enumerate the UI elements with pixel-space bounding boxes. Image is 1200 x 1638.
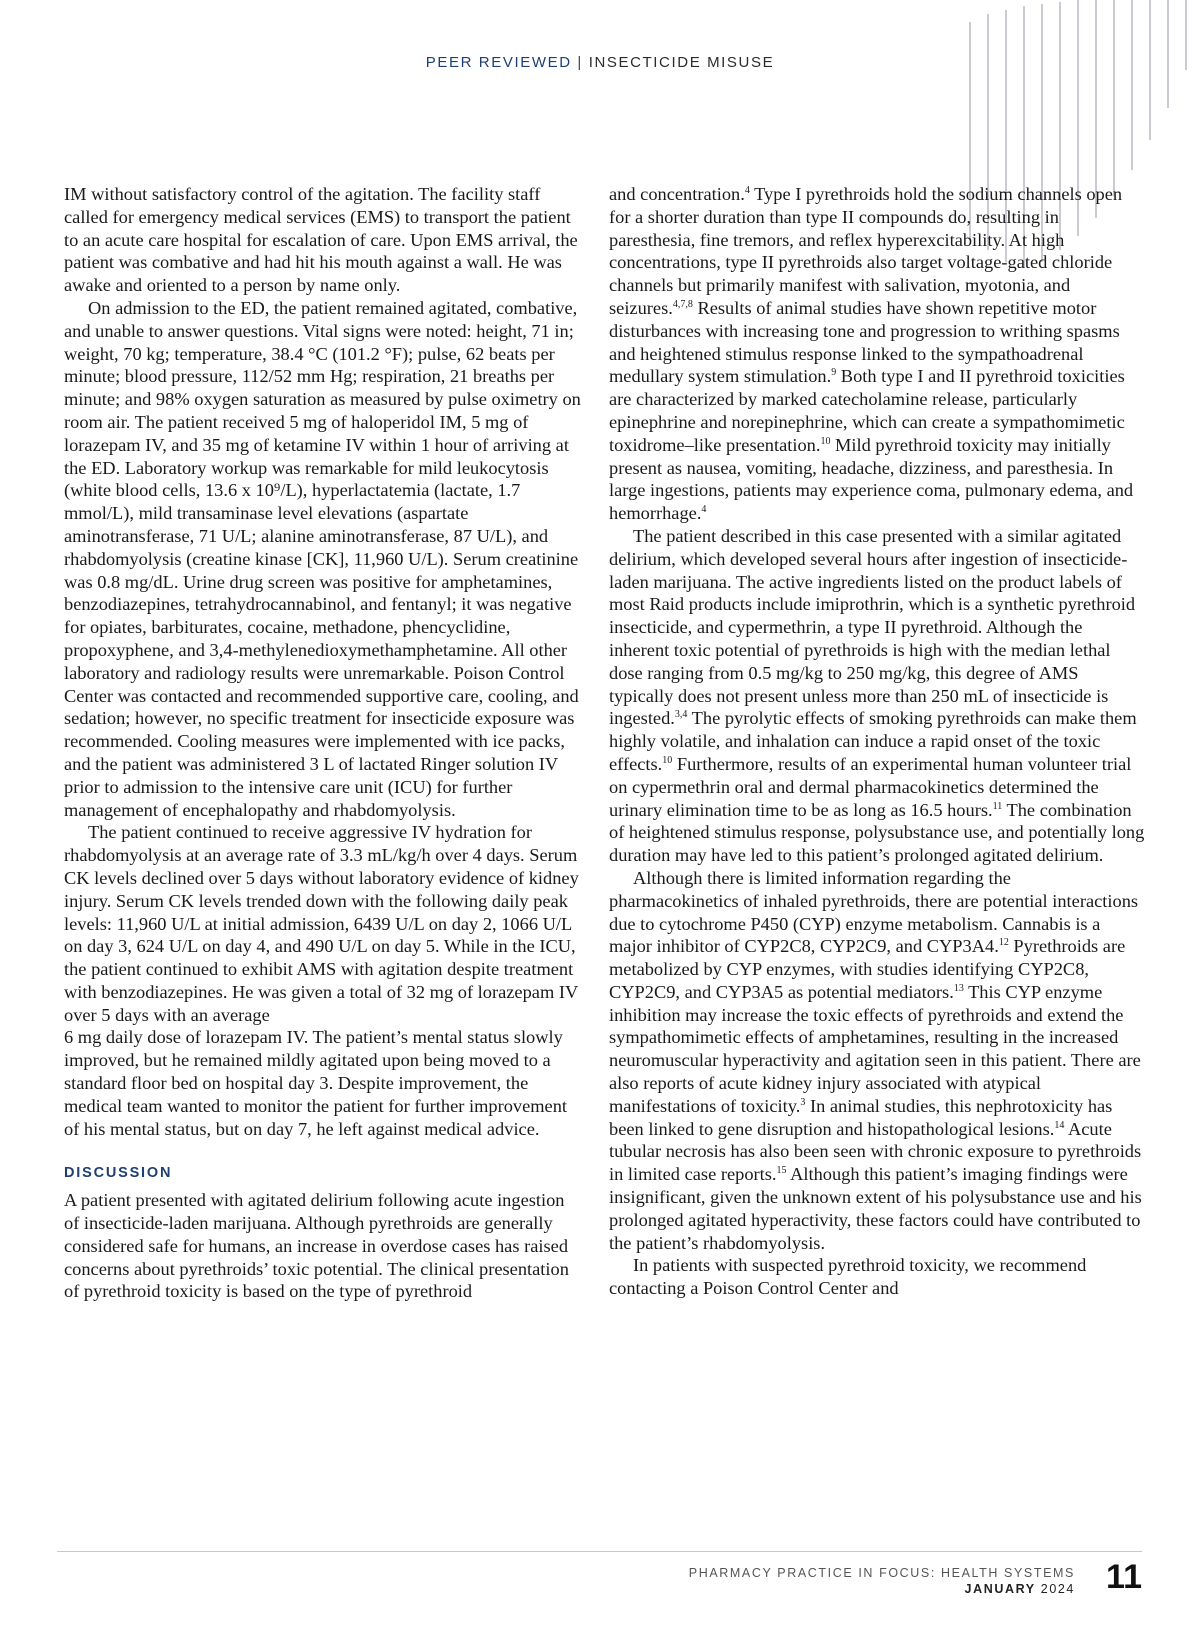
paragraph	[609, 183, 1145, 525]
citation: 14	[1054, 1119, 1065, 1131]
paragraph	[609, 525, 1145, 867]
paragraph: IM without satisfactory control of the agitation. The facility staff called for emergency medical services (EMS) to transport the patient to an acute care hospital for escalation of care. Upon EMS arrival, the patient was combative and had hit his mouth against a wall. He was awake and oriented to a person by name only.	[64, 184, 578, 296]
citation: 3,4	[674, 709, 688, 721]
text-run: Mild pyrethroid toxicity may initially present as nausea, vomiting, headache, dizziness, and paresthesia. In large ingestions, patients may experience coma, pulmonary edema, and hemorrhage.	[609, 434, 1134, 524]
citation: 12	[998, 937, 1009, 949]
text-run: and concentration.	[609, 184, 745, 204]
paragraph: In patients with suspected pyrethroid toxicity, we recommend contacting a Poison Control Center and	[609, 1255, 1087, 1299]
text-run: The pyrolytic effects of smoking pyrethroids can make them highly volatile, and inhalation can induce a rapid onset of the toxic effects.	[609, 708, 1137, 774]
journal-footer	[689, 1566, 1075, 1596]
paragraph: The patient continued to receive aggressive IV hydration for rhabdomyolysis at an average rate of 3.3 mL/kg/h over 4 days. Serum CK levels declined over 5 days without laboratory evidence of kidney injury. Serum CK levels trended down with the following daily peak levels: 11,960 U/L at initial admission, 6439 U/L on day 2, 1066 U/L on day 3, 624 U/L on day 4, and 490 U/L on day 5. While in the ICU, the patient continued to exhibit AMS with agitation despite treatment with benzodiazepines. He was given a total of 32 mg of lorazepam IV over 5 days with an average	[64, 822, 579, 1025]
paragraph	[609, 867, 1145, 1255]
text-run: This CYP enzyme inhibition may increase the toxic effects of pyrethroids and extend the sympathomimetic effects of amphetamines, resulting in the increased neuromuscular hyperactivity and agitation seen in this patient. There are also reports of acute kidney injury associated with atypical manifestations of toxicity.	[609, 981, 1141, 1116]
left-column	[64, 183, 584, 1303]
citation: 11	[992, 800, 1003, 812]
citation: 13	[953, 982, 964, 994]
citation: 4,7,8	[672, 298, 693, 310]
text-run: In animal studies, this nephrotoxicity has been linked to gene disruption and histopathological lesions.	[609, 1095, 1113, 1139]
journal-name: PHARMACY PRACTICE IN FOCUS: HEALTH SYSTEMS	[688, 1566, 1075, 1580]
citation: 10	[820, 435, 831, 447]
paragraph: 6 mg daily dose of lorazepam IV. The patient’s mental status slowly improved, but he remained mildly agitated upon being moved to a standard floor bed on hospital day 3. Despite improvement, the medical team wanted to monitor the patient for further improvement of his mental status, but on day 7, he left against medical advice.	[64, 1027, 568, 1139]
text-run: Acute tubular necrosis has also been seen with chronic exposure to pyrethroids in limited case reports.	[609, 1118, 1142, 1185]
text-run: The patient described in this case presented with a similar agitated delirium, which developed several hours after ingestion of insecticide-laden marijuana. The active ingredients listed on the product labels of most Raid products include imiprothrin, which is a synthetic pyrethroid insecticide, and cypermethrin, a type II pyrethroid. Although the inherent toxic potential of pyrethroids is high with the median lethal dose ranging from 0.5 mg/kg to 250 mg/kg, this degree of AMS typically does not present unless more than 250 mL of insecticide is ingested.	[609, 525, 1136, 729]
citation: 3	[800, 1096, 806, 1108]
topic-label: INSECTICIDE MISUSE	[588, 54, 775, 71]
text-run: Results of animal studies have shown repetitive motor disturbances with increasing tone and progression to writhing spasms and heightened stimulus response linked to the sympathoadrenal medullary system stimulation.	[609, 297, 1120, 387]
text-run: Both type I and II pyrethroid toxicities are characterized by marked catecholamine release, particularly epinephrine and norepinephrine, which can create a sympathomimetic toxidrome–like presentation.	[609, 366, 1125, 455]
text-run: Type I pyrethroids hold the sodium channels open for a shorter duration than type II compounds do, resulting in paresthesia, fine tremors, and reflex hyperexcitability. At high concentrations, type II pyrethroids also target voltage-gated chloride channels but primarily manifest with salivation, myotonia, and seizures.	[609, 184, 1123, 318]
text-run: Although there is limited information regarding the pharmacokinetics of inhaled pyrethroids, there are potential interactions due to cytochrome P450 (CYP) enzyme metabolism. Cannabis is a major inhibitor of CYP2C8, CYP2C9, and CYP3A4.	[609, 867, 1139, 957]
section-label: PEER REVIEWED	[425, 54, 572, 71]
issue-date	[689, 1582, 1075, 1596]
running-header	[0, 54, 1200, 71]
citation: 4	[744, 184, 750, 196]
text-run: Furthermore, results of an experimental human volunteer trial on cypermethrin oral and dermal pharmacokinetics determined the urinary elimination time to be as long as 16.5 hours.	[609, 753, 1132, 820]
page-number: 11	[1106, 1558, 1142, 1596]
footer-divider	[57, 1551, 1142, 1552]
citation: 9	[831, 367, 837, 379]
issue-year: 2024	[1040, 1582, 1075, 1596]
text-run: Pyrethroids are metabolized by CYP enzymes, with studies identifying CYP2C8, CYP2C9, and CYP3A5 as potential mediators.	[609, 936, 1126, 1002]
paragraph: On admission to the ED, the patient remained agitated, combative, and unable to answer questions. Vital signs were noted: height, 71 in; weight, 70 kg; temperature, 38.4 °C (101.2 °F); pulse, 62 beats per minute; blood pressure, 112/52 mm Hg; respiration, 21 breaths per minute; and 98% oxygen saturation as measured by pulse oximetry on room air. The patient received 5 mg of haloperidol IM, 5 mg of lorazepam IV, and 35 mg of ketamine IV within 1 hour of arriving at the ED. Laboratory workup was remarkable for mild leukocytosis (white blood cells, 13.6 x 10⁹/L), hyperlactatemia (lactate, 1.7 mmol/L), mild transaminase level elevations (aspartate aminotransferase, 71 U/L; alanine aminotransferase, 87 U/L), and rhabdomyolysis (creatine kinase [CK], 11,960 U/L). Serum creatinine was 0.8 mg/dL. Urine drug screen was positive for amphetamines, benzodiazepines, tetrahydrocannabinol, and fentanyl; it was negative for opiates, barbiturates, cocaine, methadone, phencyclidine, propoxyphene, and 3,4-methylenedioxymethamphetamine. All other laboratory and radiology results were unremarkable. Poison Control Center was contacted and recommended supportive care, cooling, and sedation; however, no specific treatment for insecticide exposure was recommended. Cooling measures were implemented with ice packs, and the patient was administered 3 L of lactated Ringer solution IV prior to admission to the intensive care unit (ICU) for further management of encephalopathy and rhabdomyolysis.	[64, 297, 581, 820]
paragraph: A patient presented with agitated delirium following acute ingestion of insecticide-laden marijuana. Although pyrethroids are generally considered safe for humans, an increase in overdose cases has raised concerns about pyrethroids’ toxic potential. The clinical presentation of pyrethroid toxicity is based on the type of pyrethroid	[64, 1190, 569, 1302]
citation: 10	[662, 754, 673, 766]
header-separator: |	[577, 54, 583, 71]
citation: 15	[776, 1165, 787, 1177]
right-column	[609, 183, 1145, 1300]
text-run: The combination of heightened stimulus response, polysubstance use, and potentially long duration may have led to this patient’s prolonged agitated delirium.	[609, 799, 1145, 866]
issue-month: JANUARY	[964, 1582, 1036, 1596]
text-run: Although this patient’s imaging findings were insignificant, given the unknown extent of his polysubstance use and his prolonged agitated hyperactivity, these factors could have contributed to the patient’s rhabdomyolysis.	[609, 1164, 1142, 1253]
discussion-heading: DISCUSSION	[64, 1165, 173, 1182]
citation: 4	[701, 504, 707, 516]
